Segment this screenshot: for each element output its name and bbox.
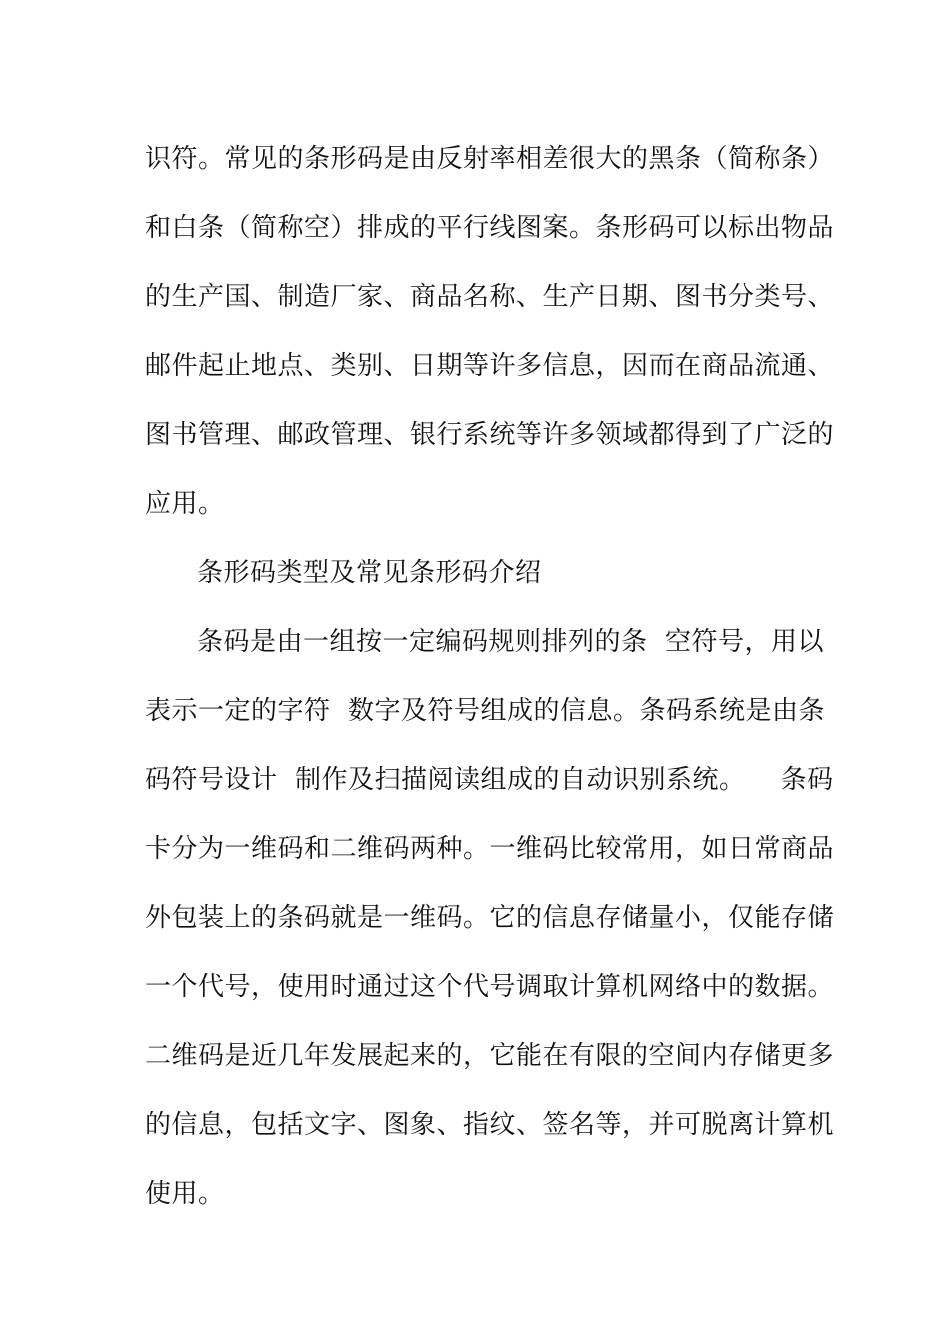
paragraph-line: 邮件起止地点、类别、日期等许多信息，因而在商品流通、 — [145, 351, 835, 381]
paragraph-line: 识符。常见的条形码是由反射率相差很大的黑条（简称条） — [145, 144, 835, 174]
paragraph-line: 二维码是近几年发展起来的，它能在有限的空间内存储更多 — [145, 1041, 835, 1071]
paragraph-line: 条码是由一组按一定编码规则排列的条 空符号，用以 — [197, 627, 825, 657]
paragraph-line: 表示一定的字符 数字及符号组成的信息。条码系统是由条 — [145, 696, 826, 726]
paragraph-line: 的生产国、制造厂家、商品名称、生产日期、图书分类号、 — [145, 282, 835, 312]
paragraph-line: 码符号设计 制作及扫描阅读组成的自动识别系统。 条码 — [145, 765, 834, 795]
section-heading: 条形码类型及常见条形码介绍 — [197, 558, 542, 588]
paragraph-line: 外包装上的条码就是一维码。它的信息存储量小，仅能存储 — [145, 903, 835, 933]
paragraph-line: 使用。 — [145, 1179, 225, 1209]
paragraph-line: 图书管理、邮政管理、银行系统等许多领域都得到了广泛的 — [145, 420, 835, 450]
paragraph-line: 应用。 — [145, 489, 225, 519]
paragraph-line: 一个代号，使用时通过这个代号调取计算机网络中的数据。 — [145, 972, 835, 1002]
paragraph-line: 和白条（简称空）排成的平行线图案。条形码可以标出物品 — [145, 213, 835, 243]
paragraph-line: 的信息，包括文字、图象、指纹、签名等，并可脱离计算机 — [145, 1110, 835, 1140]
paragraph-line: 卡分为一维码和二维码两种。一维码比较常用，如日常商品 — [145, 834, 835, 864]
